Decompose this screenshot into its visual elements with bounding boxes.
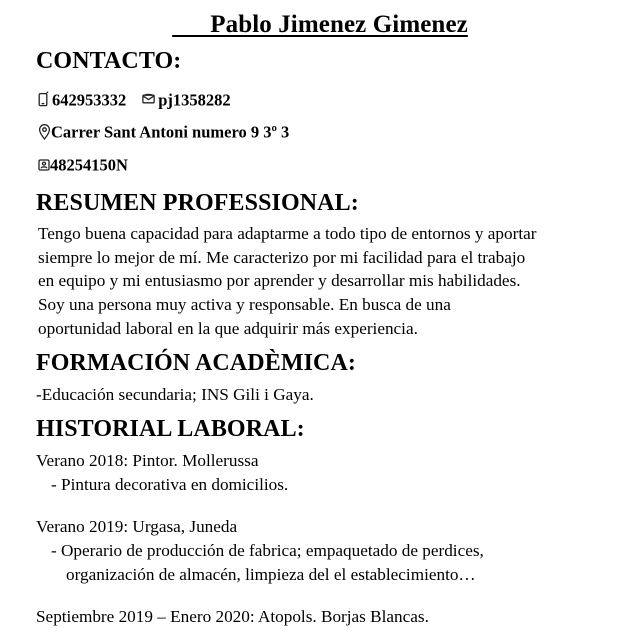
section-heading-education: FORMACIÓN ACADÈMICA: [36, 349, 356, 376]
work-entry-spacer [36, 498, 640, 515]
work-history-list [0, 446, 640, 630]
education-entry: -Educación secundaria; INS Gili i Gaya. [36, 385, 314, 405]
work-entry-spacer [36, 588, 640, 605]
envelope-icon [142, 93, 155, 104]
location-pin-icon [38, 124, 51, 140]
work-entry-detail: organización de almacén, limpieza del el establecimiento… [66, 565, 476, 585]
contact-line-phone-email [38, 83, 640, 116]
section-heading-summary: RESUMEN PROFESSIONAL: [36, 190, 359, 217]
section-heading-contact: CONTACTO: [36, 48, 182, 74]
mobile-phone-icon [38, 91, 49, 107]
summary-line: Tengo buena capacidad para adaptarme a todo tipo de entornos y aportar [38, 223, 537, 243]
id-badge-icon [38, 159, 50, 171]
contact-block [0, 78, 640, 182]
summary-line: Soy una persona muy activa y responsable. En busca de una [38, 295, 451, 315]
work-entry-title: Verano 2019: Urgasa, Juneda [36, 516, 238, 536]
contact-line-address [38, 115, 640, 148]
contact-line-id [38, 148, 640, 181]
contact-id-value: 48254150N [50, 155, 128, 175]
summary-paragraph [0, 220, 640, 341]
contact-phone-value: 642953332 [52, 90, 127, 110]
section-heading-work: HISTORIAL LABORAL: [36, 416, 305, 443]
contact-email-value: pj1358282 [158, 90, 231, 110]
contact-address-value: Carrer Sant Antoni numero 9 3º 3 [51, 123, 290, 143]
page-title-text: Pablo Jimenez Gimenez [172, 11, 468, 38]
work-entry-title: Septiembre 2019 – Enero 2020: Atopols. Borjas Blancas. [36, 606, 429, 626]
work-entry-detail: - Operario de producción de fabrica; empaquetado de perdices, [51, 541, 484, 561]
summary-line: oportunidad laboral en la que adquirir más experiencia. [38, 318, 418, 338]
work-entry-detail: - Pintura decorativa en domicilios. [51, 475, 289, 495]
page-title [0, 0, 640, 39]
summary-line: siempre lo mejor de mí. Me caracterizo por mi facilidad para el trabajo [38, 247, 526, 267]
summary-line: en equipo y mi entusiasmo por aprender y desarrollar mis habilidades. [38, 271, 521, 291]
work-entry-title: Verano 2018: Pintor. Mollerussa [36, 450, 259, 470]
